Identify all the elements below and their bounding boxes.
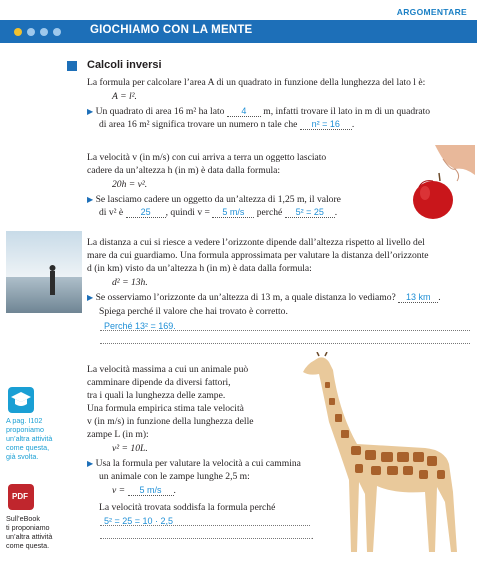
section-label: ARGOMENTARE: [396, 7, 467, 17]
block1-formula: A = l².: [112, 91, 137, 102]
giraffe-image: [285, 352, 473, 560]
block4-item: ▶ Usa la formula per valutare la velocità a cui cammina: [87, 458, 301, 469]
answer-text[interactable]: Perché 13² = 169.: [104, 321, 176, 331]
answer-line[interactable]: [100, 343, 470, 344]
answer-field[interactable]: 5 m/s: [128, 485, 174, 496]
block3-formula: d² = 13h.: [112, 277, 148, 288]
horizon-photo: [6, 231, 82, 313]
block2-item: ▶ Se lasciamo cadere un oggetto da un’altezza di 1,25 m, il valore: [87, 194, 341, 205]
sidebar-note: Sull’eBook ti proponiamo un’altra attività come questa.: [6, 514, 53, 550]
graduation-cap-icon[interactable]: [8, 387, 34, 413]
answer-field[interactable]: n² = 16: [300, 119, 352, 130]
block3-line: mare da cui guardiamo. Una formula approssimata per valutare la distanza dell’orizzonte: [87, 250, 429, 261]
block4-line: tra i quali la lunghezza delle zampe.: [87, 390, 226, 401]
answer-field[interactable]: 13 km: [398, 292, 438, 303]
triangle-bullet-icon: ▶: [87, 293, 94, 302]
answer-field[interactable]: 25: [126, 207, 166, 218]
banner-dot: [40, 28, 48, 36]
block3-line: d (in km) visto da un’altezza h (in m) è data dalla formula:: [87, 263, 312, 274]
block4-line: zampe L (in m):: [87, 429, 149, 440]
block2-item-cont: di v² è 25 , quindi v = 5 m/s perché 5² = 25 .: [99, 207, 338, 218]
answer-field[interactable]: 5 m/s: [212, 207, 254, 218]
pdf-icon[interactable]: PDF: [8, 484, 34, 510]
answer-text[interactable]: 5² = 25 = 10 · 2,5: [104, 516, 174, 526]
block1-item: ▶ Un quadrato di area 16 m² ha lato 4 m, infatti trovare il lato in m di un quadrato: [87, 106, 431, 117]
block3-item: ▶ Se osserviamo l’orizzonte da un’altezza di 13 m, a quale distanza lo vediamo? 13 km .: [87, 292, 441, 303]
banner-dot-yellow: [14, 28, 22, 36]
block4-item-cont: un animale con le zampe lunghe 2,5 m:: [99, 471, 250, 482]
section-title: Calcoli inversi: [87, 59, 162, 71]
end-period: .: [311, 531, 314, 542]
block2-formula: 20h = v².: [112, 179, 148, 190]
block1-intro: La formula per calcolare l’area A di un quadrato in funzione della lunghezza del lato l è:: [87, 77, 426, 88]
section-marker: [67, 61, 77, 71]
triangle-bullet-icon: ▶: [87, 195, 94, 204]
page-banner: [0, 20, 477, 43]
answer-line[interactable]: [100, 525, 310, 526]
block4-item-cont: v = 5 m/s .: [112, 485, 176, 496]
banner-dot: [53, 28, 61, 36]
block4-line: La velocità massima a cui un animale può: [87, 364, 249, 375]
triangle-bullet-icon: ▶: [87, 107, 94, 116]
answer-field[interactable]: 5² = 25: [285, 207, 335, 218]
block2-line: La velocità v (in m/s) con cui arriva a terra un oggetto lasciato: [87, 152, 327, 163]
triangle-bullet-icon: ▶: [87, 459, 94, 468]
block4-line: v (in m/s) in funzione della lunghezza delle: [87, 416, 254, 427]
block4-formula: v² = 10L.: [112, 443, 148, 454]
block2-line: cadere da un’altezza h (in m) è data dalla formula:: [87, 165, 281, 176]
answer-line[interactable]: [100, 330, 470, 331]
block4-item-cont: La velocità trovata soddisfa la formula perché: [99, 502, 276, 513]
apple-in-hand-image: [395, 145, 475, 225]
block1-item-cont: di area 16 m² significa trovare un numero n tale che n² = 16 .: [99, 119, 355, 130]
block3-line: La distanza a cui si riesce a vedere l’orizzonte dipende dall’altezza rispetto al livello del: [87, 237, 425, 248]
block4-line: camminare dipende da diversi fattori,: [87, 377, 231, 388]
block3-item2: Spiega perché il valore che hai trovato è corretto.: [99, 306, 288, 317]
block4-line: Una formula empirica stima tale velocità: [87, 403, 244, 414]
answer-line[interactable]: [100, 538, 310, 539]
sidebar-note: A pag. I102 proponiamo un’altra attività come questa, già svolta.: [6, 416, 53, 461]
answer-field[interactable]: 4: [227, 106, 261, 117]
banner-dot: [27, 28, 35, 36]
banner-title: GIOCHIAMO CON LA MENTE: [90, 24, 253, 36]
